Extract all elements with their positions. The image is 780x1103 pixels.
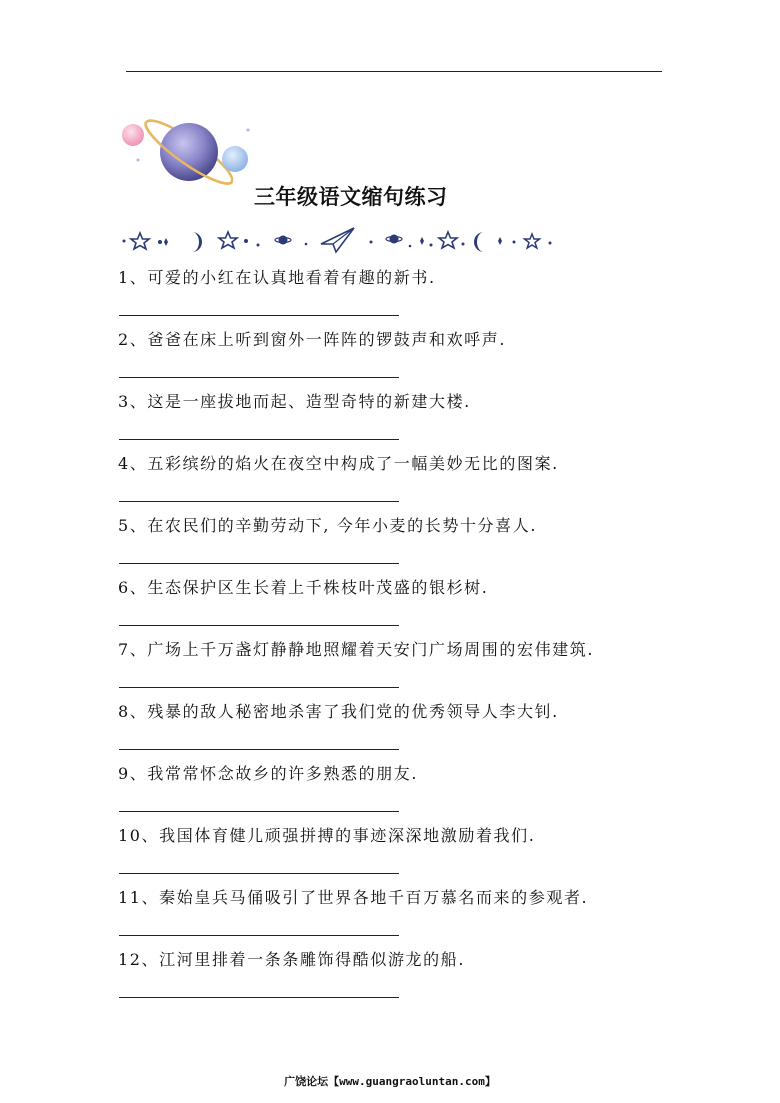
star-icon (131, 233, 149, 249)
planet-icon (386, 235, 402, 244)
paper-plane-icon (321, 228, 354, 252)
answer-line (119, 315, 399, 316)
answer-line (119, 687, 399, 688)
question-item (118, 886, 678, 948)
answer-line (119, 625, 399, 626)
decorative-divider (118, 222, 558, 256)
question-item (118, 266, 678, 328)
question-item (118, 514, 678, 576)
question-text: 12、江河里排着一条条雕饰得酷似游龙的船. (118, 950, 466, 969)
star-icon (525, 234, 540, 248)
question-text: 5、在农民们的辛勤劳动下, 今年小麦的长势十分喜人. (118, 516, 538, 535)
small-blue-planet-icon (222, 146, 248, 172)
question-item (118, 638, 678, 700)
question-item (118, 576, 678, 638)
question-item (118, 948, 678, 1010)
question-list (118, 266, 678, 1010)
top-rule (126, 71, 662, 72)
star-icon (219, 232, 237, 248)
question-text: 8、残暴的敌人秘密地杀害了我们党的优秀领导人李大钊. (118, 702, 559, 721)
page-title: 三年级语文缩句练习 (254, 185, 448, 209)
answer-line (119, 377, 399, 378)
answer-line (119, 439, 399, 440)
answer-line (119, 501, 399, 502)
small-pink-planet-icon (122, 124, 144, 146)
answer-line (119, 935, 399, 936)
answer-line (119, 563, 399, 564)
question-text: 9、我常常怀念故乡的许多熟悉的朋友. (118, 764, 419, 783)
planet-icon (275, 236, 291, 245)
question-text: 7、广场上千万盏灯静静地照耀着天安门广场周围的宏伟建筑. (118, 640, 595, 659)
question-item (118, 390, 678, 452)
moon-icon (192, 232, 202, 252)
question-item (118, 824, 678, 886)
question-text: 1、可爱的小红在认真地看着有趣的新书. (118, 268, 436, 287)
question-text: 3、这是一座拔地而起、造型奇特的新建大楼. (118, 392, 471, 411)
question-text: 11、秦始皇兵马俑吸引了世界各地千百万慕名而来的参观者. (118, 888, 589, 907)
question-text: 4、五彩缤纷的焰火在夜空中构成了一幅美妙无比的图案. (118, 454, 559, 473)
question-item (118, 762, 678, 824)
moon-icon (474, 232, 484, 252)
question-item (118, 700, 678, 762)
planet-icon (140, 112, 239, 191)
question-text: 6、生态保护区生长着上千株枝叶茂盛的银杉树. (118, 578, 489, 597)
answer-line (119, 749, 399, 750)
planet-illustration (116, 100, 256, 200)
answer-line (119, 873, 399, 874)
answer-line (119, 997, 399, 998)
question-text: 2、爸爸在床上听到窗外一阵阵的锣鼓声和欢呼声. (118, 330, 507, 349)
question-item (118, 452, 678, 514)
footer-source: 广饶论坛【www.guangraoluntan.com】 (284, 1075, 496, 1088)
answer-line (119, 811, 399, 812)
question-item (118, 328, 678, 390)
question-text: 10、我国体育健儿顽强拼搏的事迹深深地激励着我们. (118, 826, 536, 845)
star-icon (439, 232, 457, 248)
